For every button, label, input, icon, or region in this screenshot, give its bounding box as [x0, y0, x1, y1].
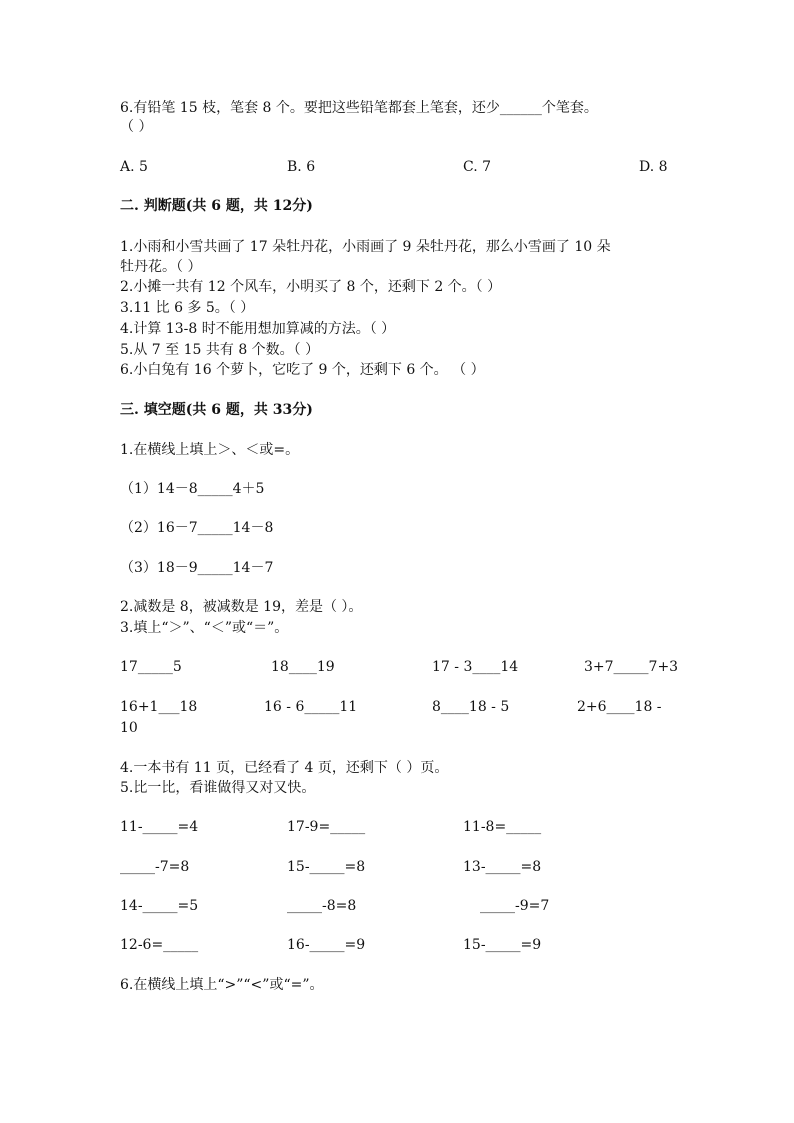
answer-paren: （ ）: [120, 119, 153, 135]
calc-cell: 15-_____=8: [287, 859, 366, 875]
compare-cell: 3+7_____7+3: [584, 659, 679, 675]
judge-item: 2.小摊一共有 12 个风车，小明买了 8 个，还剩下 2 个。（ ）: [120, 279, 502, 295]
compare-cell: 16+1___18: [120, 699, 198, 715]
section-3-title: 三. 填空题(共 6 题，共 33分): [120, 402, 313, 418]
section-2-title: 二. 判断题(共 6 题，共 12分): [120, 198, 313, 214]
judge-item: 4.计算 13-8 时不能用想加算减的方法。（ ）: [120, 321, 396, 337]
option-b: B. 6: [287, 159, 316, 175]
calc-cell: _____-8=8: [287, 898, 357, 914]
fill-q5-prompt: 5.比一比，看谁做得又对又快。: [120, 780, 316, 796]
option-c: C. 7: [463, 159, 492, 175]
judge-item: 1.小雨和小雪共画了 17 朵牡丹花，小雨画了 9 朵牡丹花，那么小雪画了 10 朵: [120, 239, 611, 255]
fill-q1-part: （3）18－9_____14－7: [120, 560, 274, 576]
calc-cell: 11-8=_____: [463, 819, 542, 835]
judge-item: 6.小白兔有 16 个萝卜，它吃了 9 个，还剩下 6 个。 （ ）: [120, 362, 485, 378]
fill-q3-prompt: 3.填上“＞”、“＜”或“＝”。: [120, 620, 289, 636]
judge-item: 5.从 7 至 15 共有 8 个数。（ ）: [120, 342, 320, 358]
fill-q6: 6.在横线上填上“>”“<”或“=”。: [120, 977, 324, 993]
fill-q1-part: （1）14－8_____4＋5: [120, 481, 265, 497]
calc-cell: 14-_____=5: [120, 898, 199, 914]
question-6-text: 6.有铅笔 15 枝，笔套 8 个。要把这些铅笔都套上笔套，还少______个笔套。: [120, 100, 598, 116]
calc-cell: 17-9=_____: [287, 819, 366, 835]
compare-cell: 17 - 3____14: [432, 659, 519, 675]
calc-cell: _____-9=7: [480, 898, 550, 914]
compare-cell: 16 - 6_____11: [264, 699, 358, 715]
option-a: A. 5: [120, 159, 148, 175]
calc-cell: _____-7=8: [120, 859, 190, 875]
judge-item: 3.11 比 6 多 5。（ ）: [120, 300, 255, 316]
judge-item: 牡丹花。（ ）: [120, 259, 202, 275]
fill-q2: 2.减数是 8，被减数是 19，差是（ ）。: [120, 599, 363, 615]
fill-q1-part: （2）16－7_____14－8: [120, 520, 274, 536]
compare-cell: 17_____5: [120, 659, 182, 675]
calc-cell: 13-_____=8: [463, 859, 542, 875]
fill-q1-prompt: 1.在横线上填上＞、＜或=。: [120, 442, 300, 458]
compare-cell-wrap: 10: [120, 720, 138, 736]
calc-cell: 15-_____=9: [463, 937, 542, 953]
calc-cell: 12-6=_____: [120, 937, 199, 953]
fill-q4: 4.一本书有 11 页，已经看了 4 页，还剩下（ ）页。: [120, 760, 449, 776]
compare-cell: 18____19: [271, 659, 335, 675]
compare-cell: 8____18 - 5: [432, 699, 510, 715]
option-d: D. 8: [639, 159, 668, 175]
calc-cell: 11-_____=4: [120, 819, 199, 835]
calc-cell: 16-_____=9: [287, 937, 366, 953]
compare-cell: 2+6____18 -: [577, 699, 662, 715]
